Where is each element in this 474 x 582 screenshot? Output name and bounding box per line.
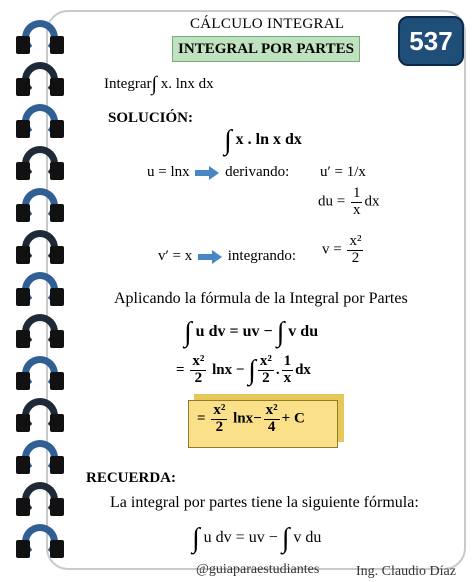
step-numerator-3: 1	[283, 353, 292, 370]
u-prime: u′ = 1/x	[320, 164, 366, 180]
ring-post	[16, 204, 30, 222]
binder-ring-icon	[14, 188, 66, 220]
ring-post	[50, 414, 64, 432]
ring-post	[50, 372, 64, 390]
social-handle[interactable]: @guiaparaestudiantes	[196, 562, 320, 577]
step-denominator-2: 2	[262, 370, 270, 387]
reminder-heading: RECUERDA:	[86, 470, 176, 486]
result-denominator-1: 2	[215, 418, 224, 435]
du-lhs: du =	[318, 193, 346, 210]
v-lhs: v =	[322, 241, 342, 258]
v-action: integrando:	[227, 248, 297, 264]
formula-intro: Aplicando la fórmula de la Integral por Partes	[114, 290, 408, 307]
reminder-uv: uv	[248, 529, 265, 546]
u-definition: u = lnx	[147, 164, 190, 180]
topic-banner: INTEGRAL POR PARTES	[172, 36, 360, 62]
result-box	[188, 400, 338, 448]
step-equals: =	[176, 362, 185, 378]
ring-post	[50, 162, 64, 180]
step-fraction-1	[190, 354, 206, 387]
integral-sign: ∫	[192, 523, 200, 554]
binder-ring-icon	[14, 440, 66, 472]
v-fraction	[347, 234, 363, 267]
binder-ring-icon	[14, 230, 66, 262]
ring-post	[50, 540, 64, 558]
binder-ring-icon	[14, 272, 66, 304]
binder-ring-icon	[14, 146, 66, 178]
reminder-rhs: v du	[293, 529, 322, 546]
formula-minus: −	[263, 323, 273, 340]
v-numerator: x²	[349, 233, 362, 249]
du-expression	[318, 186, 379, 219]
ring-post	[16, 372, 30, 390]
step-denominator-1: 2	[194, 370, 203, 387]
ring-post	[16, 414, 30, 432]
step-dot: .	[275, 362, 280, 378]
du-denominator: x	[352, 201, 361, 218]
integral-sign: ∫	[281, 523, 290, 554]
ring-post	[50, 120, 64, 138]
step-minus: −	[235, 362, 245, 378]
integral-sign: ∫	[184, 317, 192, 348]
step-fraction-2	[258, 354, 274, 387]
ring-post	[50, 78, 64, 96]
reminder-minus: −	[268, 529, 278, 546]
result-equals: =	[197, 410, 206, 427]
binder-ring-icon	[14, 356, 66, 388]
ring-post	[16, 456, 30, 474]
u-action: derivando:	[225, 164, 290, 180]
ring-post	[50, 498, 64, 516]
ring-post	[50, 204, 64, 222]
exercise-number-badge: 537	[398, 16, 464, 66]
integral-sign: ∫	[276, 317, 285, 348]
ring-post	[16, 78, 30, 96]
binder-ring-icon	[14, 62, 66, 94]
binder-ring-icon	[14, 398, 66, 430]
reminder-formula	[192, 520, 322, 554]
v-definition: v′ = x	[158, 248, 193, 264]
formula-rhs: v du	[288, 323, 319, 340]
ring-post	[50, 246, 64, 264]
substitution-step	[176, 352, 311, 387]
v-denominator: 2	[351, 249, 360, 266]
result-numerator-2: x²	[265, 402, 278, 418]
binder-ring-icon	[14, 314, 66, 346]
integral-sign: ∫	[151, 73, 157, 95]
problem-statement	[104, 72, 214, 93]
result-numerator-1: x²	[213, 402, 226, 418]
result-minus: −	[253, 410, 262, 427]
ring-post	[50, 456, 64, 474]
parts-formula	[184, 314, 319, 348]
formula-uv: uv	[242, 323, 260, 340]
ring-post	[16, 246, 30, 264]
result-fraction-2	[264, 403, 280, 436]
step-numerator-2: x²	[259, 353, 272, 370]
reminder-lhs: u dv	[203, 529, 232, 546]
integral-sign: ∫	[224, 125, 232, 156]
reminder-text: La integral por partes tiene la siguiente fórmula:	[110, 494, 419, 511]
ring-post	[50, 288, 64, 306]
ring-post	[16, 540, 30, 558]
arrow-right-icon	[198, 252, 222, 262]
v-expression	[322, 234, 365, 267]
result-fraction-1	[211, 403, 227, 436]
binder-ring-icon	[14, 20, 66, 52]
result-ln: lnx	[233, 410, 254, 427]
step-ln: lnx	[212, 362, 233, 378]
reminder-equals: =	[235, 529, 245, 546]
binder-ring-icon	[14, 104, 66, 136]
step-fraction-3	[282, 354, 294, 387]
result-denominator-2: 4	[267, 418, 276, 435]
ring-post	[16, 498, 30, 516]
v-definition-row	[158, 248, 296, 265]
binder-ring-icon	[14, 482, 66, 514]
formula-lhs: u dv	[195, 323, 226, 340]
ring-post	[16, 288, 30, 306]
formula-equals: =	[229, 323, 239, 340]
du-fraction	[351, 186, 363, 219]
result-constant: + C	[281, 410, 305, 427]
ring-post	[50, 330, 64, 348]
integral-sign: ∫	[248, 355, 256, 386]
step-denominator-3: x	[283, 370, 292, 387]
ring-post	[16, 120, 30, 138]
ring-post	[16, 330, 30, 348]
problem-prompt: Integrar	[104, 76, 152, 92]
du-numerator: 1	[352, 185, 361, 201]
ring-post	[50, 36, 64, 54]
ring-post	[16, 162, 30, 180]
step-numerator-1: x²	[192, 353, 205, 370]
main-integral	[224, 122, 302, 156]
arrow-right-icon	[195, 168, 219, 178]
step-dx: dx	[295, 362, 311, 378]
author-name: Ing. Claudio Díaz	[356, 564, 456, 579]
subject-title: CÁLCULO INTEGRAL	[190, 16, 345, 32]
du-tail: dx	[364, 193, 380, 210]
binder-ring-icon	[14, 524, 66, 556]
main-integrand: x . ln x dx	[235, 131, 302, 148]
u-definition-row	[147, 164, 289, 181]
ring-post	[16, 36, 30, 54]
solution-heading: SOLUCIÓN:	[108, 110, 194, 126]
problem-integrand: x. lnx dx	[160, 76, 214, 92]
